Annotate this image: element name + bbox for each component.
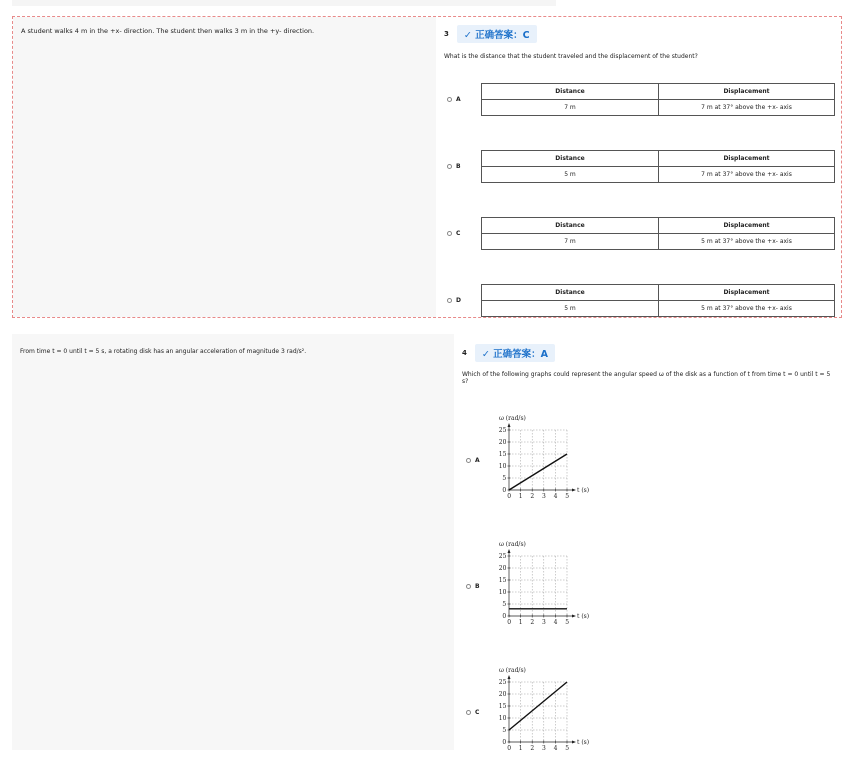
y-tick-label: 25 <box>498 553 507 560</box>
y-axis-arrow <box>508 423 511 427</box>
y-axis-label: ω (rad/s) <box>499 667 526 674</box>
displacement-header: Displacement <box>659 218 835 234</box>
y-tick-label: 10 <box>498 589 507 596</box>
displacement-header: Displacement <box>659 151 835 167</box>
option-letter: C <box>475 708 480 716</box>
option-letter: A <box>475 456 480 464</box>
question-4-stem-panel <box>12 334 454 750</box>
x-axis-arrow <box>572 615 576 618</box>
y-axis-label: ω (rad/s) <box>499 541 526 548</box>
x-tick-label: 4 <box>553 745 558 752</box>
graph-svg <box>497 534 607 634</box>
y-axis-label: ω (rad/s) <box>499 415 526 422</box>
option-letter: C <box>456 230 461 237</box>
option-letter: A <box>456 96 461 103</box>
x-axis-label: t (s) <box>577 487 590 494</box>
option-table <box>481 284 835 317</box>
y-tick-label: 20 <box>498 439 507 446</box>
displacement-value: 7 m at 37° above the +x- axis <box>659 100 835 116</box>
option-c[interactable] <box>444 200 835 267</box>
y-tick-label: 15 <box>498 577 507 584</box>
distance-header: Distance <box>482 84 659 100</box>
radio-button[interactable] <box>466 710 471 715</box>
radio-button[interactable] <box>466 458 471 463</box>
question-3-card <box>12 16 842 318</box>
y-tick-label: 15 <box>498 703 507 710</box>
graph-svg <box>497 408 607 508</box>
option-letter: D <box>456 297 461 304</box>
y-axis-arrow <box>508 675 511 679</box>
option-letter: B <box>456 163 461 170</box>
x-tick-label: 3 <box>542 745 546 752</box>
option-a[interactable] <box>462 397 836 523</box>
option-table <box>481 83 835 116</box>
angular-speed-graph-a <box>497 408 607 512</box>
option-b[interactable] <box>462 523 836 649</box>
displacement-header: Displacement <box>659 84 835 100</box>
radio-button[interactable] <box>447 298 452 303</box>
distance-value: 5 m <box>482 167 659 183</box>
x-tick-label: 2 <box>530 745 535 752</box>
distance-value: 5 m <box>482 301 659 317</box>
x-tick-label: 1 <box>518 493 523 500</box>
x-axis-label: t (s) <box>577 739 590 746</box>
data-series-line <box>509 454 567 490</box>
x-tick-label: 4 <box>553 493 558 500</box>
x-tick-label: 4 <box>553 619 558 626</box>
x-tick-label: 5 <box>565 745 570 752</box>
angular-speed-graph-b <box>497 534 607 638</box>
question-3-stem-panel <box>13 17 436 317</box>
question-4-card <box>12 334 842 750</box>
previous-question-strip <box>12 0 556 6</box>
x-tick-label: 5 <box>565 619 570 626</box>
distance-header: Distance <box>482 151 659 167</box>
option-b[interactable] <box>444 133 835 200</box>
x-tick-label: 2 <box>530 619 535 626</box>
option-letter: B <box>475 582 480 590</box>
option-a[interactable] <box>444 66 835 133</box>
radio-button[interactable] <box>447 164 452 169</box>
x-tick-label: 1 <box>518 619 523 626</box>
y-axis-arrow <box>508 549 511 553</box>
y-tick-label: 5 <box>502 601 507 608</box>
x-tick-label: 5 <box>565 493 570 500</box>
x-axis-arrow <box>572 489 576 492</box>
question-prompt: What is the distance that the student traveled and the displacement of the student? <box>444 53 698 60</box>
graph-svg <box>497 660 607 760</box>
question-number: 4 <box>462 349 467 357</box>
x-tick-label: 3 <box>542 493 546 500</box>
y-tick-label: 25 <box>498 679 507 686</box>
question-4-stem: From time t = 0 until t = 5 s, a rotating disk has an angular acceleration of magnitude 3 rad/s². <box>20 348 307 355</box>
option-table <box>481 150 835 183</box>
distance-header: Distance <box>482 285 659 301</box>
y-tick-label: 25 <box>498 427 507 434</box>
question-3-answer-panel <box>436 17 841 317</box>
x-tick-label: 2 <box>530 493 535 500</box>
question-prompt: Which of the following graphs could represent the angular speed ω of the disk as a function of t from time t = 0 until t = 5 s? <box>462 371 831 385</box>
y-tick-label: 10 <box>498 463 507 470</box>
y-tick-label: 20 <box>498 565 507 572</box>
angular-speed-graph-c <box>497 660 607 764</box>
x-axis-label: t (s) <box>577 613 590 620</box>
radio-button[interactable] <box>466 584 471 589</box>
distance-value: 7 m <box>482 100 659 116</box>
question-number: 3 <box>444 30 449 38</box>
y-tick-label: 0 <box>502 487 507 494</box>
displacement-value: 5 m at 37° above the +x- axis <box>659 234 835 250</box>
x-axis-arrow <box>572 741 576 744</box>
option-c[interactable] <box>462 649 836 775</box>
radio-button[interactable] <box>447 97 452 102</box>
distance-header: Distance <box>482 218 659 234</box>
question-3-stem: A student walks 4 m in the +x- direction. The student then walks 3 m in the +y- direction. <box>21 27 315 35</box>
y-tick-label: 0 <box>502 613 507 620</box>
x-tick-label: 0 <box>507 619 512 626</box>
option-table <box>481 217 835 250</box>
x-tick-label: 3 <box>542 619 546 626</box>
y-tick-label: 5 <box>502 475 507 482</box>
y-tick-label: 15 <box>498 451 507 458</box>
y-tick-label: 20 <box>498 691 507 698</box>
option-d[interactable] <box>444 267 835 334</box>
y-tick-label: 0 <box>502 739 507 746</box>
correct-answer-badge: ✓ 正确答案：C <box>457 25 537 43</box>
displacement-header: Displacement <box>659 285 835 301</box>
displacement-value: 5 m at 37° above the +x- axis <box>659 301 835 317</box>
x-tick-label: 1 <box>518 745 523 752</box>
distance-value: 7 m <box>482 234 659 250</box>
y-tick-label: 5 <box>502 727 507 734</box>
correct-answer-badge: ✓ 正确答案：A <box>475 344 555 362</box>
y-tick-label: 10 <box>498 715 507 722</box>
x-tick-label: 0 <box>507 493 512 500</box>
x-tick-label: 0 <box>507 745 512 752</box>
radio-button[interactable] <box>447 231 452 236</box>
displacement-value: 7 m at 37° above the +x- axis <box>659 167 835 183</box>
question-4-answer-panel <box>454 334 842 750</box>
